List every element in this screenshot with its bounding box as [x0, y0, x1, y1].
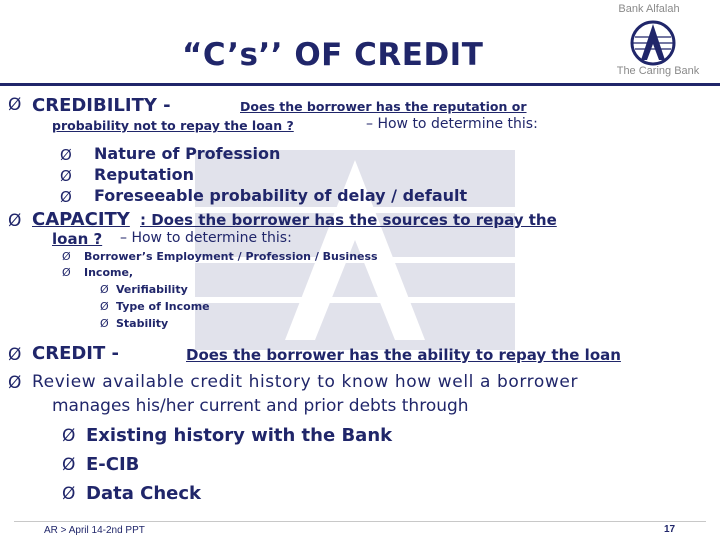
bullet-arrow-icon: Ø — [8, 373, 22, 393]
bullet-arrow-icon: Ø — [60, 167, 72, 185]
bullet-arrow-icon: Ø — [62, 484, 76, 504]
bullet-arrow-icon: Ø — [60, 188, 72, 206]
bullet-arrow-icon: Ø — [60, 146, 72, 164]
credit-heading: CREDIT - — [32, 343, 120, 364]
bullet-arrow-icon: Ø — [62, 266, 71, 279]
credibility-heading: CREDIBILITY - — [32, 95, 171, 116]
slide-title: “C’s’’ OF CREDIT — [182, 37, 484, 73]
bullet-arrow-icon: Ø — [62, 455, 76, 475]
credibility-item: Reputation — [94, 165, 194, 184]
credibility-followup: – How to determine this: — [366, 116, 538, 132]
capacity-item: Income, — [84, 266, 134, 279]
capacity-followup: – How to determine this: — [120, 230, 292, 246]
review-line1: Review available credit history to know how well a borrower — [32, 372, 579, 392]
review-line2: manages his/her current and prior debts through — [52, 396, 469, 416]
bullet-arrow-icon: Ø — [62, 426, 76, 446]
income-subitem: Verifiability — [116, 283, 188, 296]
review-item: E-CIB — [86, 454, 140, 475]
capacity-item: Borrower’s Employment / Profession / Business — [84, 250, 378, 263]
capacity-heading: CAPACITY — [32, 209, 130, 230]
review-item: Existing history with the Bank — [86, 425, 393, 446]
income-subitem: Stability — [116, 317, 169, 330]
credibility-question-line2: probability not to repay the loan ? — [52, 118, 294, 133]
bullet-arrow-icon: Ø — [8, 211, 22, 231]
bank-name: Bank Alfalah — [618, 3, 680, 15]
credit-question: Does the borrower has the ability to repay the loan — [186, 346, 621, 364]
credibility-item: Nature of Profession — [94, 144, 281, 163]
capacity-question-line2: loan ? — [52, 230, 103, 248]
bank-logo-icon — [630, 20, 676, 66]
capacity-question-line1: : Does the borrower has the sources to repay the — [140, 211, 557, 229]
review-item: Data Check — [86, 483, 201, 504]
income-subitem: Type of Income — [116, 300, 210, 313]
bullet-arrow-icon: Ø — [8, 95, 22, 115]
bank-tagline: The Caring Bank — [616, 65, 700, 77]
credibility-item: Foreseeable probability of delay / default — [94, 186, 468, 205]
bullet-arrow-icon: Ø — [100, 317, 109, 330]
bullet-arrow-icon: Ø — [100, 283, 109, 296]
title-divider — [0, 83, 720, 86]
bullet-arrow-icon: Ø — [100, 300, 109, 313]
footer-label: AR > April 14-2nd PPT — [44, 525, 145, 536]
bullet-arrow-icon: Ø — [62, 250, 71, 263]
credibility-question-line1: Does the borrower has the reputation or — [240, 99, 527, 114]
page-number: 17 — [664, 524, 676, 535]
bullet-arrow-icon: Ø — [8, 345, 22, 365]
